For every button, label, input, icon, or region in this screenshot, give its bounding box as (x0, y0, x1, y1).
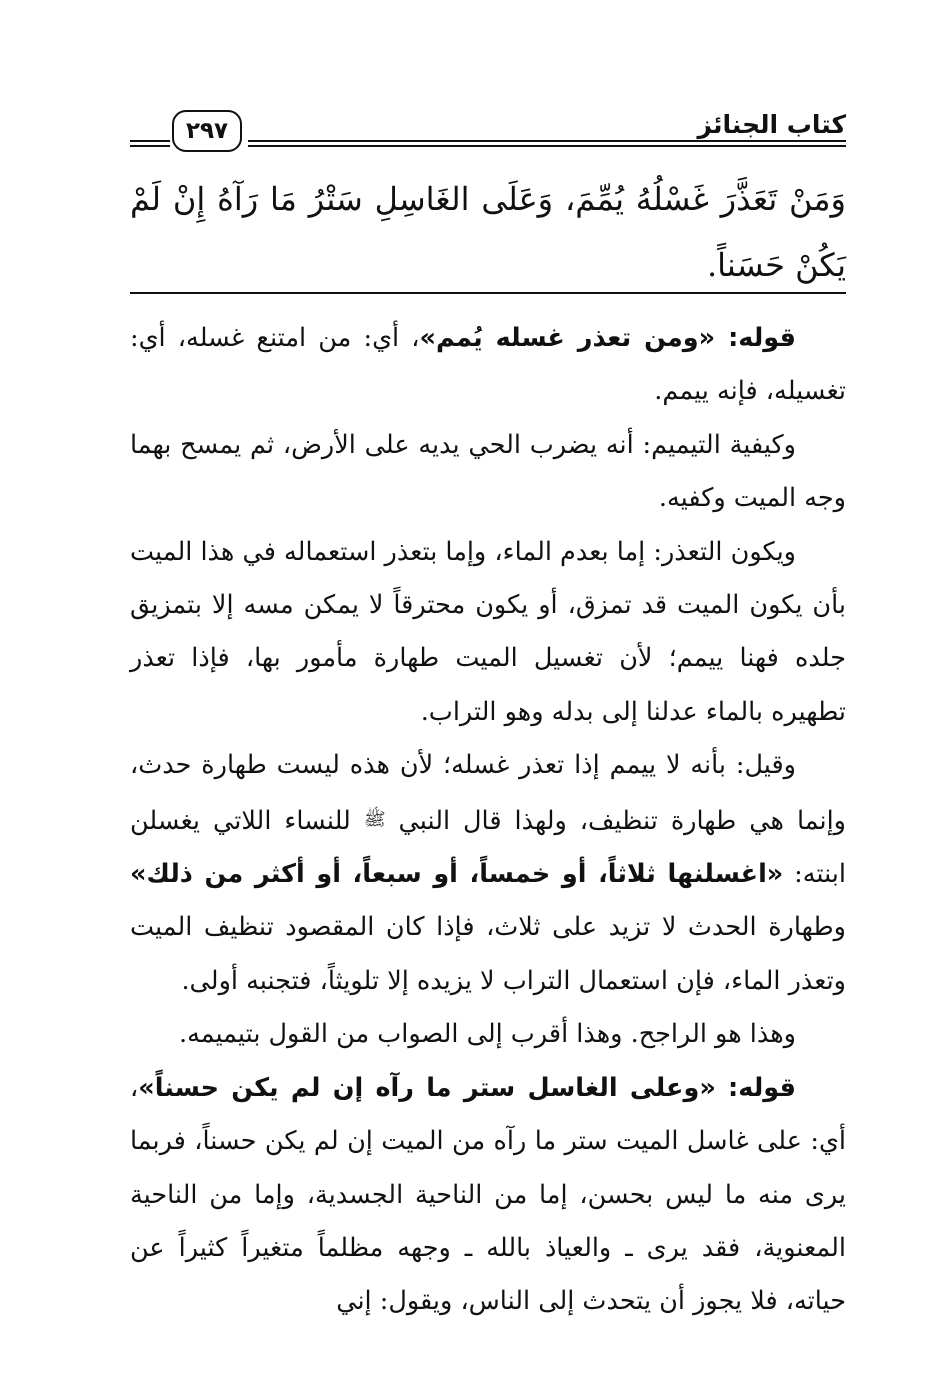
commentary (130, 312, 846, 1329)
paragraph-text: ، أي: على غاسل الميت ستر ما رآه من الميت إن لم يكن حسناً، فربما يرى منه ما ليس بحسن، إما من الناحية الجسدية، وإما من الناحية المعنوية، فقد يرى ـ والعياذ بالله ـ وجهه مظلماً متغيراً كثيراً عن حياته، فلا يجوز أن يتحدث إلى الناس، ويقول: إني (130, 1072, 846, 1317)
hadith-quote: «اغسلنها ثلاثاً، أو خمساً، أو سبعاً، أو أكثر من ذلك» (130, 859, 784, 890)
matn-text: وَمَنْ تَعَذَّرَ غَسْلُهُ يُمِّمَ، وَعَلَى الغَاسِلِ سَتْرُ مَا رَآهُ إِنْ لَمْ يَكُنْ حَسَناً. (130, 180, 846, 284)
chapter-title: كتاب الجنائز (697, 110, 846, 139)
paragraph-text: ، أي: من امتنع غسله، أي: تغسيله، فإنه ييمم. (130, 323, 846, 407)
salawat-honorific: ﷺ (363, 808, 386, 830)
qawluhu-label: قوله: (715, 323, 796, 353)
header-double-rule (248, 140, 846, 147)
paragraph-text: للنساء اللاتي يغسلن ابنته: (130, 805, 846, 890)
paragraph (130, 739, 846, 1008)
quoted-matn: «وعلى الغاسل ستر ما رآه إن لم يكن حسناً» (138, 1072, 716, 1103)
qawluhu-label: قوله: (715, 1072, 796, 1103)
page-number-badge: ٢٩٧ (172, 110, 242, 152)
matn-separator-rule (130, 292, 846, 294)
paragraph (130, 312, 846, 419)
paragraph: ويكون التعذر: إما بعدم الماء، وإما بتعذر استعماله في هذا الميت بأن يكون الميت قد تمزق، أو يكون محترقاً لا يمكن مسه إلا بتمزيق جلده فهنا ييمم؛ لأن تغسيل الميت طهارة مأمور بها، فإذا تعذر تطهيره بالماء عدلنا إلى بدله وهو التراب. (130, 536, 846, 727)
page-header (130, 96, 846, 160)
paragraph-text: وطهارة الحدث لا تزيد على ثلاث، فإذا كان المقصود تنظيف الميت وتعذر الماء، فإن استعمال التراب لا يزيده إلا تلويثاً، فتجنبه أولى. (130, 912, 846, 996)
header-double-rule-short (130, 140, 170, 147)
paragraph (130, 1062, 846, 1329)
paragraph: وكيفية التيميم: أنه يضرب الحي يديه على الأرض، ثم يمسح بهما وجه الميت وكفيه. (130, 429, 846, 514)
paragraph-text: وقيل: بأنه لا ييمم إذا تعذر غسله؛ لأن هذه ليست طهارة حدث، وإنما هي طهارة تنظيف، ولهذا قال النبي (130, 750, 846, 836)
quoted-matn: «ومن تعذر غسله يُمم» (419, 323, 716, 353)
paragraph: وهذا هو الراجح. وهذا أقرب إلى الصواب من القول بتيميمه. (178, 1019, 796, 1050)
